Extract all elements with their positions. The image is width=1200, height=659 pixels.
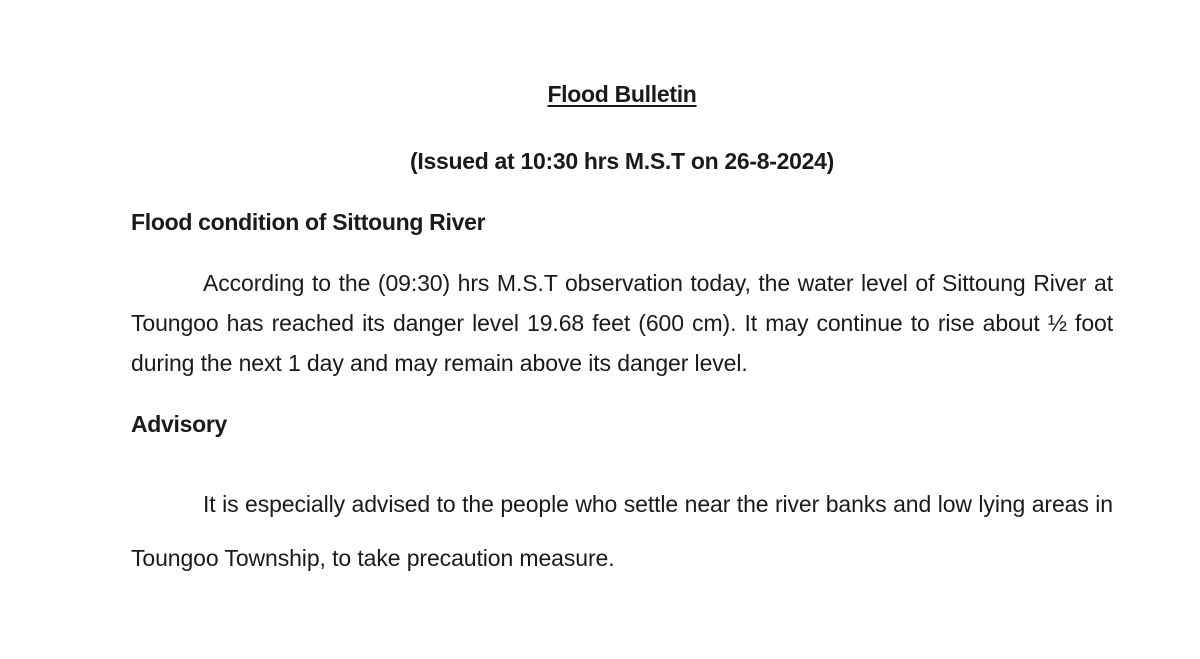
section-heading-advisory: Advisory	[131, 411, 228, 437]
advisory-paragraph: It is especially advised to the people who settle near the river banks and low lying areas in Toungoo Township, to take precaution measure.	[131, 491, 1113, 571]
bulletin-title	[131, 79, 1113, 109]
section-heading-flood-condition: Flood condition of Sittoung River	[131, 209, 486, 235]
issued-line: (Issued at 10:30 hrs M.S.T on 26-8-2024)	[410, 148, 834, 174]
flood-condition-paragraph: According to the (09:30) hrs M.S.T observation today, the water level of Sittoung River at Toungoo has reached its danger level 19.68 feet (600 cm). It may continue to rise about ½ foot during the next 1 day and may remain above its danger level.	[131, 270, 1113, 376]
bulletin-title-text: Flood Bulletin	[547, 81, 697, 107]
